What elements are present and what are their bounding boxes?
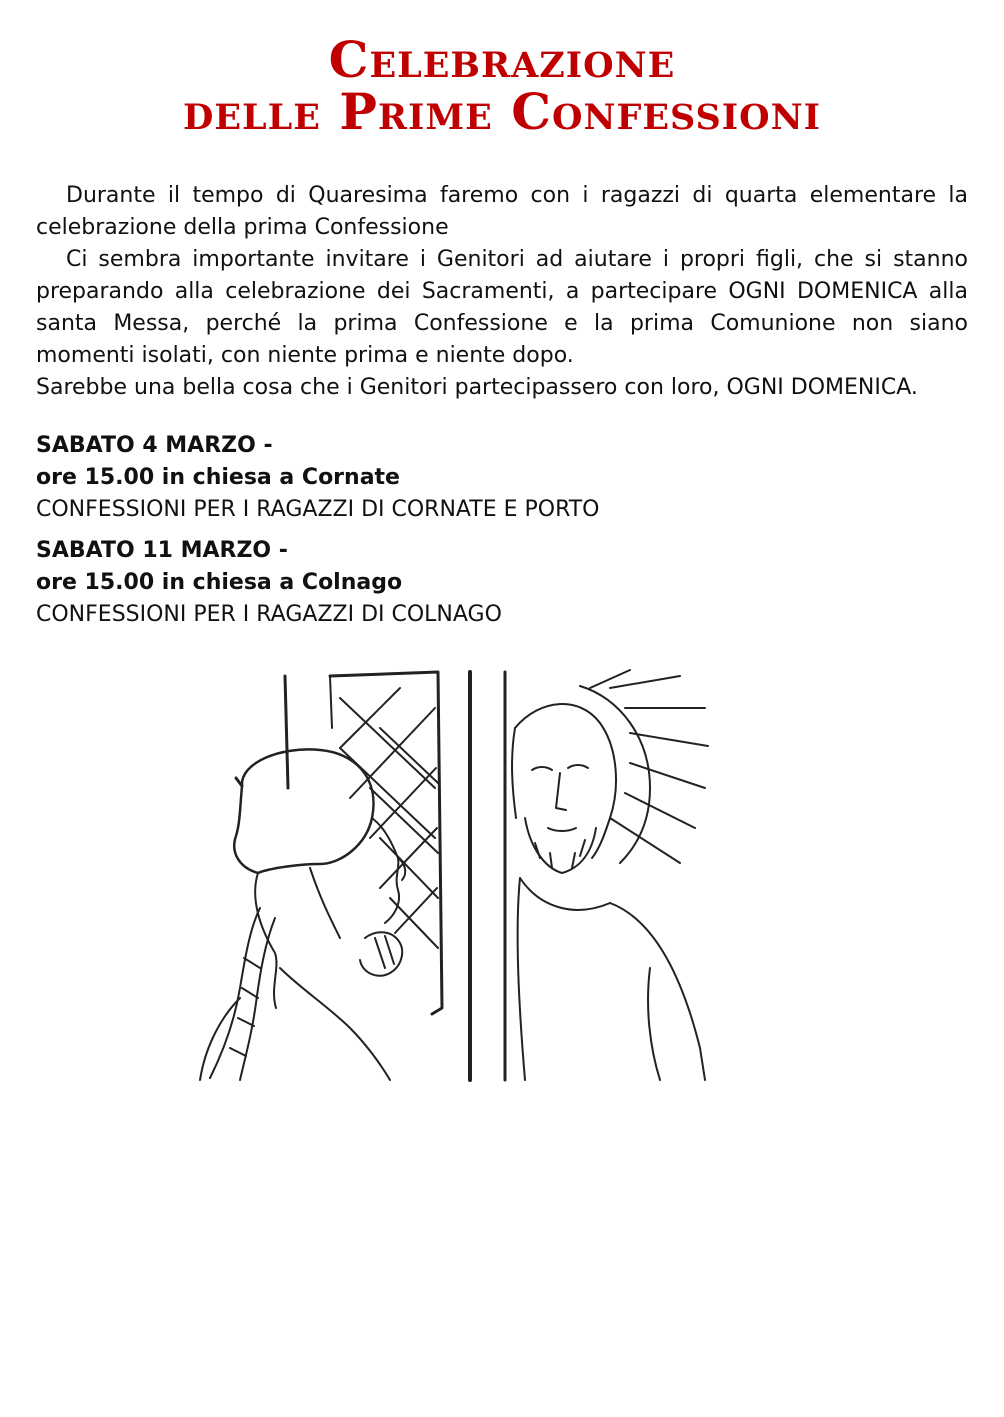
title-line-1: Celebrazione [328, 30, 676, 89]
intro-paragraph-1: Durante il tempo di Quaresima faremo con i ragazzi di quarta elementare la celebrazione della prima Confessione [36, 183, 968, 240]
child-figure-icon [200, 749, 405, 1080]
jesus-figure-icon [512, 670, 708, 1080]
event-2-date: SABATO 11 MARZO - [36, 538, 288, 563]
event-1-date: SABATO 4 MARZO - [36, 433, 273, 458]
event-1 [36, 430, 968, 526]
grille-icon [285, 672, 442, 1014]
event-1-description: CONFESSIONI PER I RAGAZZI DI CORNATE E PORTO [36, 497, 600, 522]
intro-paragraph-3: Sarebbe una bella cosa che i Genitori partecipassero con loro, OGNI DOMENICA. [36, 375, 918, 400]
event-2 [36, 535, 968, 631]
event-2-description: CONFESSIONI PER I RAGAZZI DI COLNAGO [36, 602, 502, 627]
event-2-time-place: ore 15.00 in chiesa a Colnago [36, 570, 403, 595]
intro-paragraph-2: Ci sembra importante invitare i Genitori ad aiutare i propri figli, che si stanno preparando alla celebrazione dei Sacramenti, a partecipare OGNI DOMENICA alla santa Messa, perché la prima Confessione e la prima Comunione non siano momenti isolati, con niente prima e niente dopo. [36, 247, 968, 368]
event-1-time-place: ore 15.00 in chiesa a Cornate [36, 465, 400, 490]
confession-illustration [180, 668, 712, 1082]
page-title [0, 30, 1004, 141]
title-line-2: delle Prime Confessioni [182, 82, 822, 141]
intro-text [36, 180, 968, 404]
